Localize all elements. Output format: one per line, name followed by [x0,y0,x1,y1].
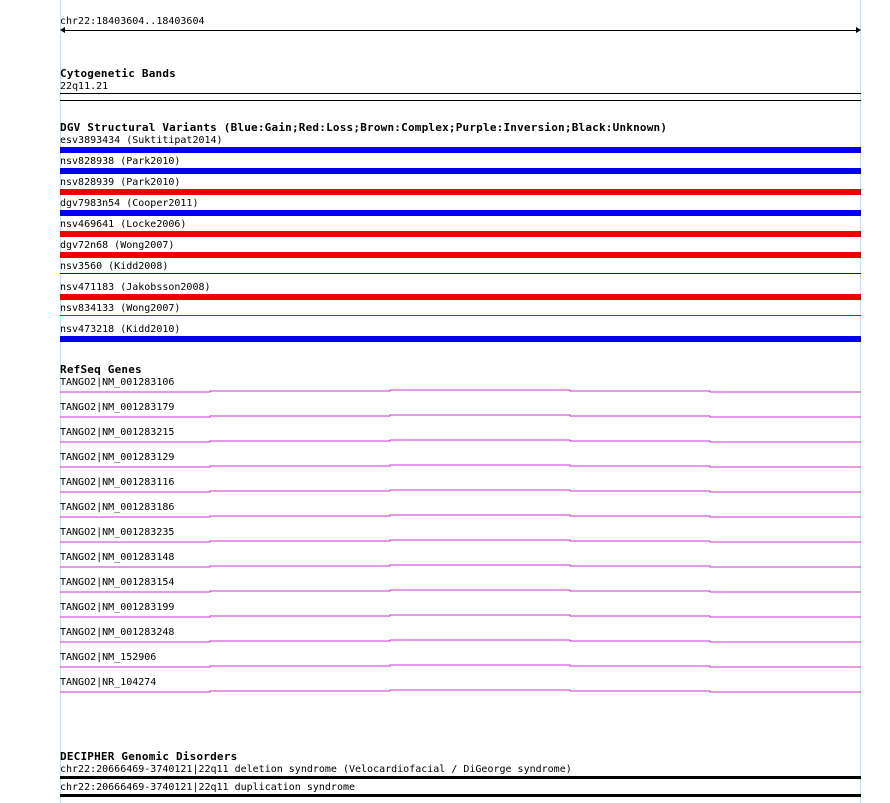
refseq-gene-label[interactable]: TANGO2|NM_001283235 [60,527,175,538]
decipher-label-deletion[interactable]: chr22:20666469-3740121|22q11 deletion syndrome (Velocardiofacial / DiGeorge syndrome) [60,764,572,775]
refseq-gene-line[interactable] [60,686,861,696]
dgv-variant-label[interactable]: nsv828938 (Park2010) [60,156,181,167]
dgv-variant-bar[interactable] [60,336,861,342]
ruler-label: chr22:18403604..18403604 [60,16,205,27]
dgv-variant-label[interactable]: nsv469641 (Locke2006) [60,219,187,230]
cytoband-bar-top [60,93,861,94]
refseq-gene-label[interactable]: TANGO2|NM_001283199 [60,602,175,613]
refseq-gene-path [60,490,861,492]
dgv-variant-label[interactable]: nsv471183 (Jakobsson2008) [60,282,211,293]
refseq-gene-line[interactable] [60,461,861,471]
refseq-gene-label[interactable]: TANGO2|NM_001283248 [60,627,175,638]
refseq-gene-line[interactable] [60,536,861,546]
refseq-gene-label[interactable]: TANGO2|NM_001283116 [60,477,175,488]
refseq-gene-label[interactable]: TANGO2|NM_001283186 [60,502,175,513]
dgv-variant-bar[interactable] [60,273,861,274]
refseq-gene-label[interactable]: TANGO2|NM_001283154 [60,577,175,588]
right-boundary-line [860,0,861,803]
refseq-gene-line[interactable] [60,661,861,671]
decipher-bar-deletion[interactable] [60,776,861,779]
refseq-gene-path [60,665,861,667]
dgv-variant-bar[interactable] [60,231,861,237]
refseq-gene-line[interactable] [60,486,861,496]
decipher-bar-duplication[interactable] [60,794,861,797]
refseq-gene-line[interactable] [60,511,861,521]
dgv-variant-bar[interactable] [60,168,861,174]
dgv-variant-label[interactable]: nsv473218 (Kidd2010) [60,324,181,335]
refseq-gene-path [60,390,861,392]
refseq-gene-line[interactable] [60,636,861,646]
refseq-gene-label[interactable]: TANGO2|NM_001283129 [60,452,175,463]
refseq-gene-path [60,415,861,417]
refseq-gene-path [60,515,861,517]
decipher-track-title: DECIPHER Genomic Disorders [60,750,238,763]
dgv-track-title: DGV Structural Variants (Blue:Gain;Red:Loss;Brown:Complex;Purple:Inversion;Black:Unknown) [60,121,668,134]
refseq-gene-path [60,615,861,617]
refseq-gene-line[interactable] [60,386,861,396]
cytoband-track-title: Cytogenetic Bands [60,67,176,80]
dgv-variant-label[interactable]: dgv72n68 (Wong2007) [60,240,175,251]
refseq-gene-label[interactable]: TANGO2|NM_001283215 [60,427,175,438]
dgv-variant-label[interactable]: nsv834133 (Wong2007) [60,303,181,314]
dgv-variant-bar[interactable] [60,189,861,195]
refseq-gene-path [60,440,861,442]
dgv-variant-label[interactable]: esv3893434 (Suktitipat2014) [60,135,223,146]
dgv-variant-label[interactable]: nsv828939 (Park2010) [60,177,181,188]
refseq-gene-line[interactable] [60,411,861,421]
dgv-variant-bar[interactable] [60,294,861,300]
dgv-variant-bar[interactable] [60,252,861,258]
dgv-variant-label[interactable]: dgv7983n54 (Cooper2011) [60,198,199,209]
refseq-gene-label[interactable]: TANGO2|NM_152906 [60,652,157,663]
cytoband-label[interactable]: 22q11.21 [60,81,109,92]
refseq-gene-label[interactable]: TANGO2|NM_001283148 [60,552,175,563]
ruler-line [62,30,859,31]
dgv-variant-bar[interactable] [60,315,861,316]
ruler-right-arrow-icon [856,27,861,33]
decipher-label-duplication[interactable]: chr22:20666469-3740121|22q11 duplication syndrome [60,782,356,793]
refseq-gene-path [60,565,861,567]
refseq-gene-path [60,540,861,542]
refseq-gene-path [60,690,861,692]
refseq-gene-path [60,465,861,467]
refseq-gene-line[interactable] [60,436,861,446]
refseq-gene-label[interactable]: TANGO2|NM_001283106 [60,377,175,388]
dgv-variant-bar[interactable] [60,147,861,153]
refseq-gene-line[interactable] [60,561,861,571]
refseq-gene-path [60,590,861,592]
refseq-gene-path [60,640,861,642]
refseq-gene-label[interactable]: TANGO2|NR_104274 [60,677,157,688]
refseq-gene-line[interactable] [60,611,861,621]
refseq-track-title: RefSeq Genes [60,363,142,376]
refseq-gene-label[interactable]: TANGO2|NM_001283179 [60,402,175,413]
dgv-variant-bar[interactable] [60,210,861,216]
dgv-variant-label[interactable]: nsv3560 (Kidd2008) [60,261,169,272]
cytoband-bar-bottom [60,100,861,101]
refseq-gene-line[interactable] [60,586,861,596]
